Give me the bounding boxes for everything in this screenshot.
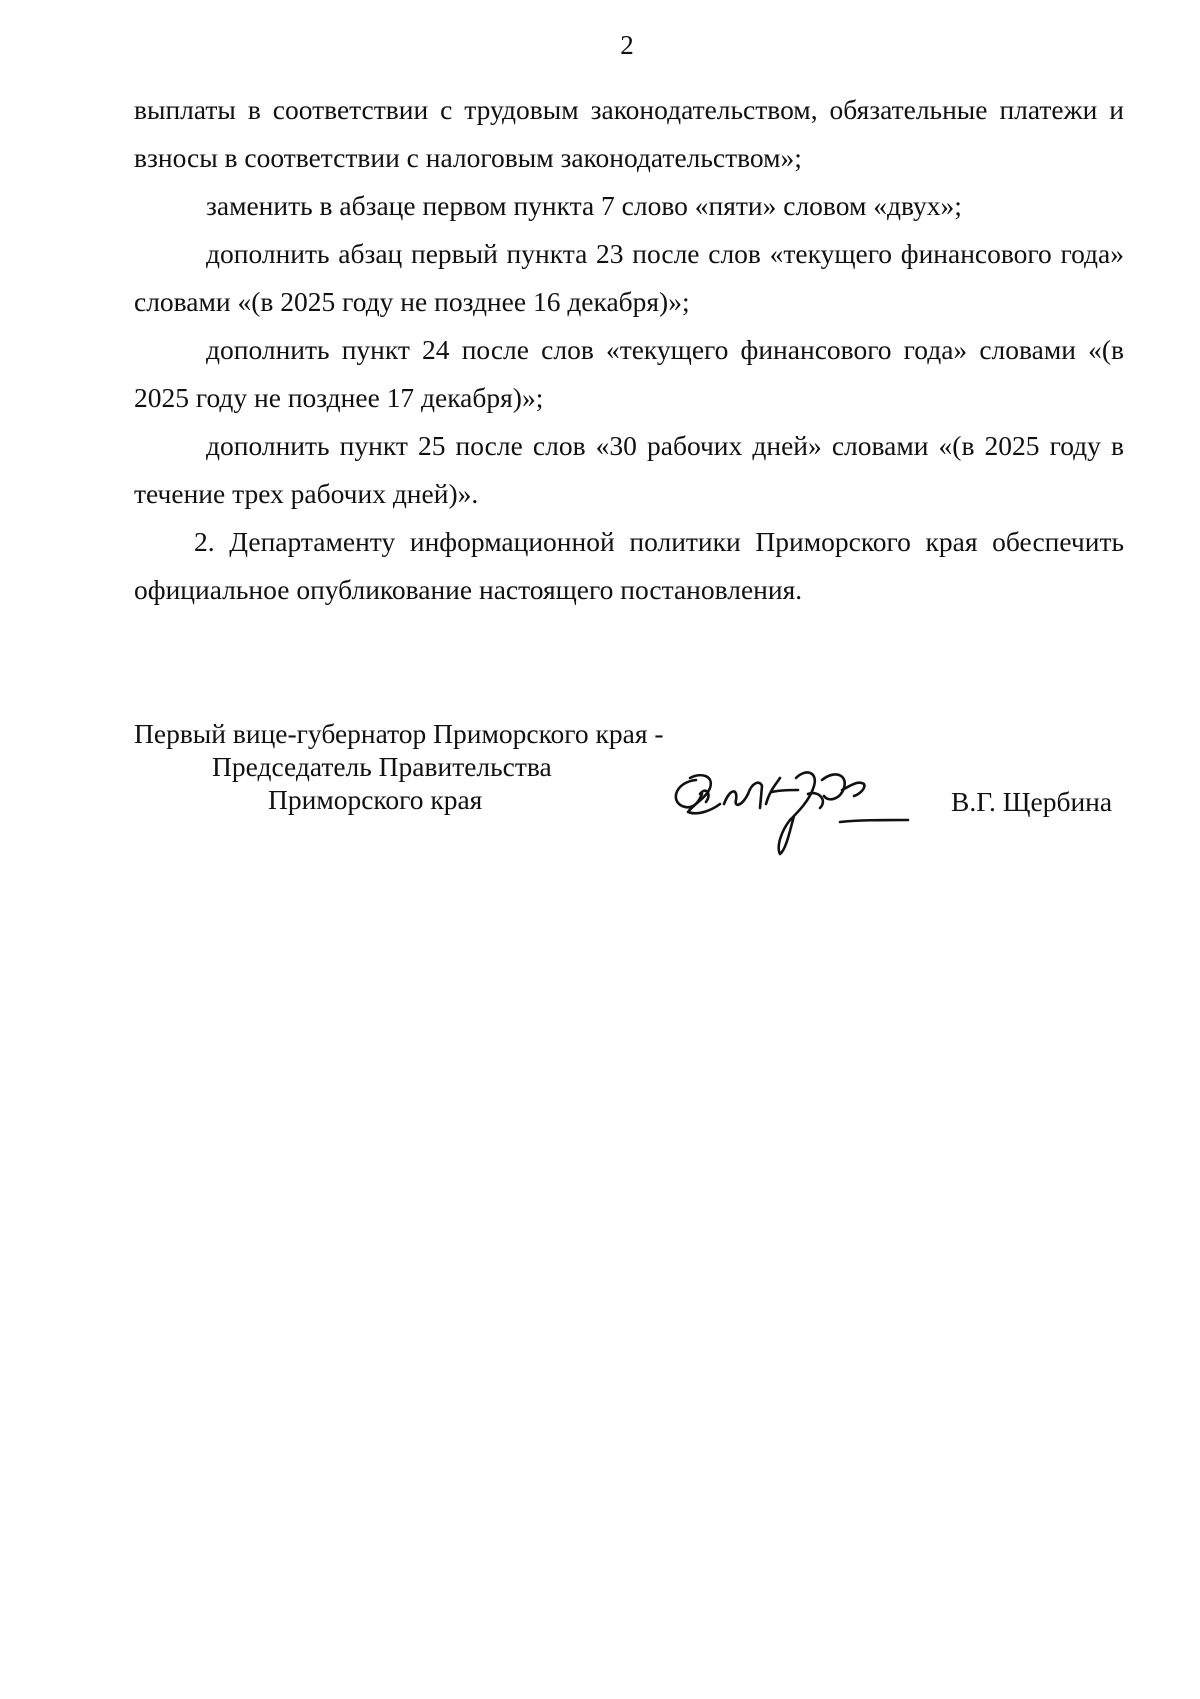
- signatory-position: [134, 717, 664, 816]
- position-line-3: Приморского края: [268, 784, 483, 815]
- paragraph-continuation: выплаты в соответствии с трудовым законодательством, обязательные платежи и взносы в соответствии с налоговым законодательством»;: [134, 94, 1124, 173]
- paragraph-item-2: 2. Департаменту информационной политики Приморского края обеспечить официальное опубликование настоящего постановления.: [134, 526, 1124, 605]
- page-number: 2: [620, 30, 634, 60]
- paragraph-amend-point-7: заменить в абзаце первом пункта 7 слово «пяти» словом «двух»;: [206, 190, 962, 221]
- paragraph-amend-point-24: дополнить пункт 24 после слов «текущего финансового года» словами «(в 2025 году не позднее 17 декабря)»;: [134, 334, 1124, 413]
- paragraph-amend-point-25: дополнить пункт 25 после слов «30 рабочих дней» словами «(в 2025 году в течение трех рабочих дней)».: [134, 430, 1124, 509]
- handwritten-signature-icon: [668, 760, 948, 870]
- paragraph-amend-point-23: дополнить абзац первый пункта 23 после слов «текущего финансового года» словами «(в 2025 году не позднее 16 декабря)»;: [134, 238, 1124, 317]
- position-line-1: Первый вице-губернатор Приморского края -: [134, 718, 664, 749]
- document-body: [134, 86, 1124, 614]
- position-line-2: Председатель Правительства: [212, 751, 552, 782]
- signer-name: В.Г. Щербина: [951, 786, 1113, 817]
